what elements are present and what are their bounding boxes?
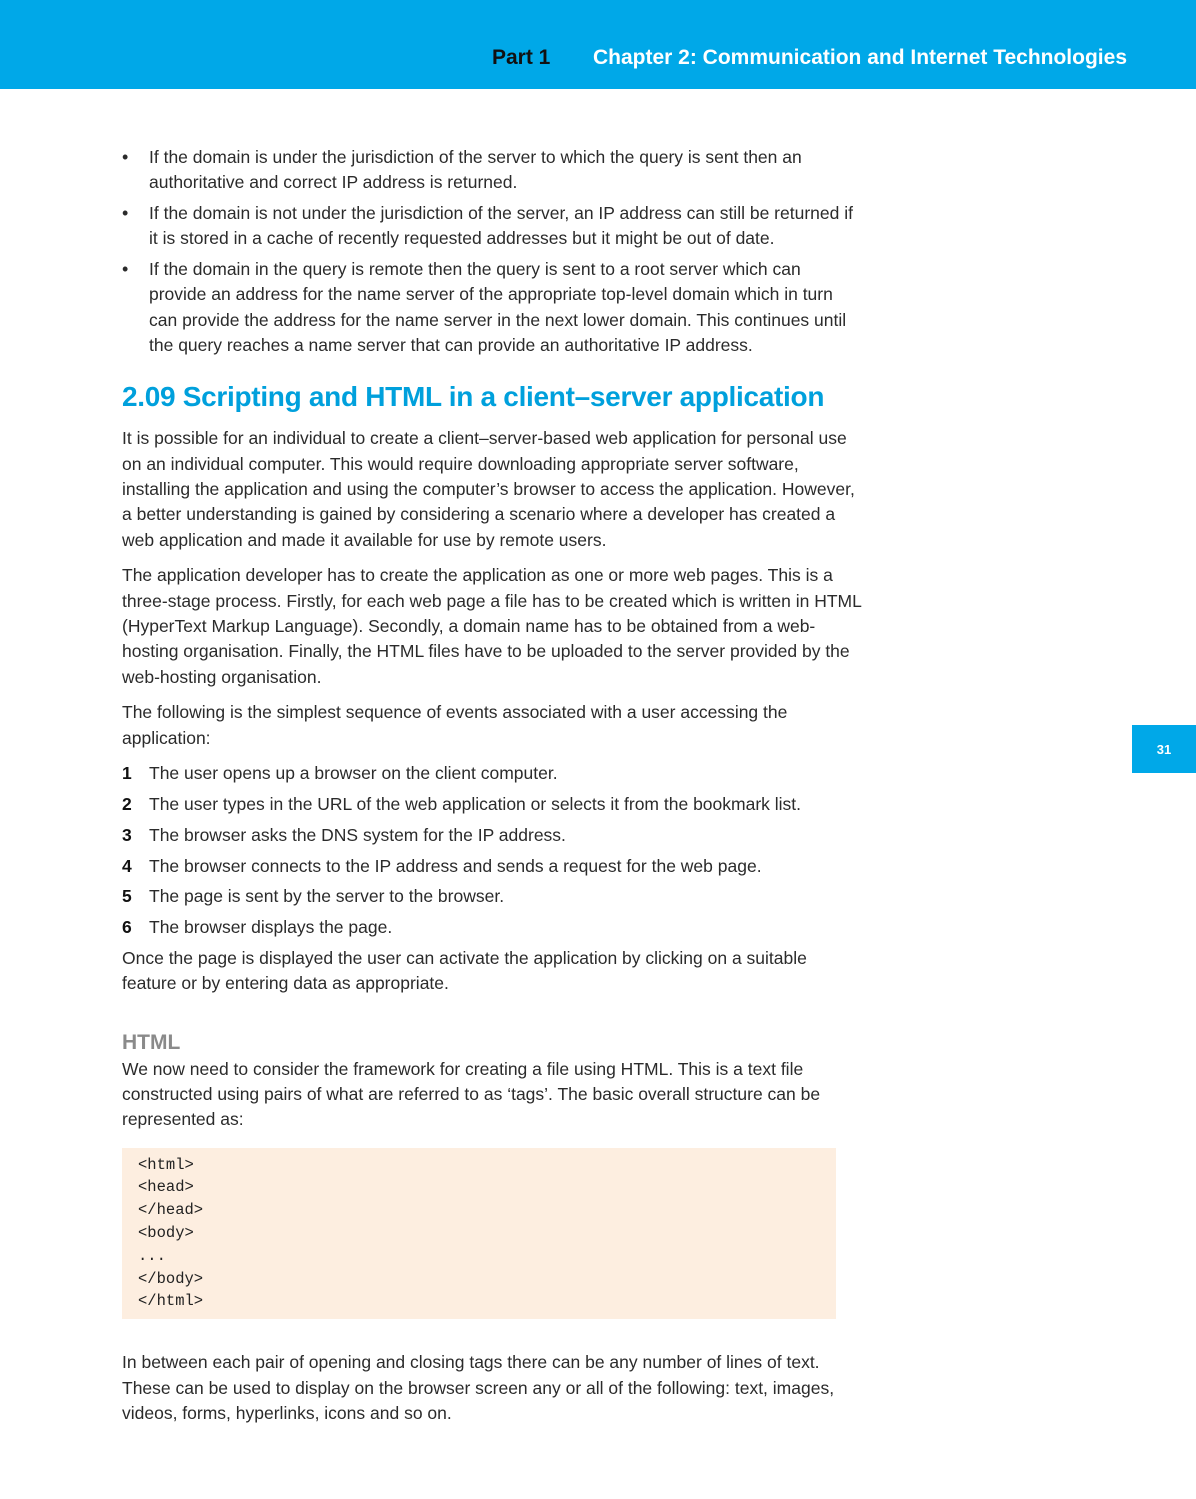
paragraph: We now need to consider the framework for creating a file using HTML. This is a text file constructed using pairs of what are referred to as ‘tags’. The basic overall structure can be represented as: (122, 1058, 821, 1130)
list-item (122, 854, 862, 879)
bullet-text: If the domain in the query is remote then the query is sent to a root server which can provide an address for the name server of the appropriate top-level domain which in turn can provide the address for the name server in the next lower domain. This continues until the query reaches a name server that can provide an authoritative IP address. (149, 259, 847, 356)
paragraph: It is possible for an individual to create a client–server-based web application for personal use on an individual computer. This would require downloading appropriate server software, installing the application and using the computer’s browser to access the application. However, a better understanding is gained by considering a scenario where a developer has created a web application and made it available for use by remote users. (122, 428, 855, 550)
header-part-label: Part 1 (492, 46, 551, 69)
page-number-tab (1132, 725, 1196, 773)
code-line: </html> (138, 1292, 204, 1311)
paragraph: In between each pair of opening and closing tags there can be any number of lines of text. These can be used to display on the browser screen any or all of the following: text, images, videos, forms, hyperlinks, icons and so on. (122, 1352, 835, 1423)
paragraph: The application developer has to create the application as one or more web pages. This is a three-stage process. Firstly, for each web page a file has to be created which is written in HTML (HyperText Markup Language). Secondly, a domain name has to be obtained from a web-hosting organisation. Finally, the HTML files have to be uploaded to the server provided by the web-hosting organisation. (122, 565, 862, 687)
page-number: 31 (1156, 741, 1172, 757)
list-item (122, 257, 862, 358)
list-item (122, 201, 862, 252)
code-line: </body> (138, 1269, 204, 1288)
list-item (122, 823, 862, 848)
list-item (122, 792, 862, 817)
code-line: <html> (138, 1155, 194, 1174)
bullet-icon: • (122, 259, 129, 280)
step-number: 2 (122, 794, 132, 815)
step-text: The user types in the URL of the web application or selects it from the bookmark list. (149, 794, 802, 815)
step-number: 3 (122, 824, 132, 845)
step-text: The browser asks the DNS system for the IP address. (149, 824, 566, 845)
code-line: ... (138, 1246, 166, 1265)
bullet-text: If the domain is under the jurisdiction of the server to which the query is sent then an authoritative and correct IP address is returned. (149, 147, 802, 193)
step-number: 6 (122, 916, 132, 937)
bullet-icon: • (122, 147, 129, 167)
list-item (122, 761, 862, 786)
page-header (0, 0, 1196, 89)
code-line: <body> (138, 1224, 194, 1243)
code-block (122, 1148, 836, 1320)
list-item (122, 145, 862, 196)
step-number: 1 (122, 763, 132, 784)
step-text: The browser displays the page. (149, 916, 393, 937)
step-text: The browser connects to the IP address and sends a request for the web page. (149, 855, 762, 876)
subsection-heading: HTML (122, 1030, 181, 1054)
code-line: <head> (138, 1178, 194, 1197)
paragraph: Once the page is displayed the user can activate the application by clicking on a suitable feature or by entering data as appropriate. (122, 948, 807, 994)
bullet-icon: • (122, 203, 129, 224)
step-text: The page is sent by the server to the browser. (149, 886, 505, 907)
page-body (122, 145, 862, 1437)
header-chapter-title: Chapter 2: Communication and Internet Technologies (593, 46, 1127, 69)
code-line: </head> (138, 1201, 204, 1220)
list-item (122, 915, 862, 940)
step-list (122, 761, 862, 940)
bullet-list (122, 145, 862, 358)
section-title: 2.09 Scripting and HTML in a client–server application (122, 381, 825, 413)
step-number: 5 (122, 886, 132, 907)
step-number: 4 (122, 855, 132, 876)
paragraph: The following is the simplest sequence of events associated with a user accessing the application: (122, 702, 788, 748)
step-text: The user opens up a browser on the client computer. (149, 763, 558, 784)
bullet-text: If the domain is not under the jurisdiction of the server, an IP address can still be returned if it is stored in a cache of recently requested addresses but it might be out of date. (149, 203, 853, 249)
list-item (122, 884, 862, 909)
